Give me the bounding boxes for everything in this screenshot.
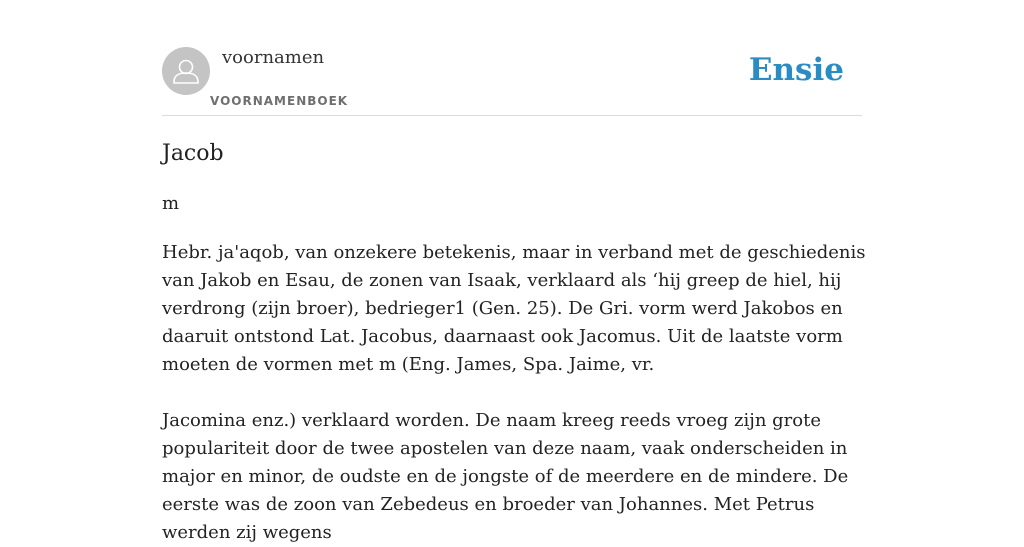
collection-link[interactable]: VOORNAMENBOEK <box>210 94 349 108</box>
article-paragraph: Hebr. ja'aqob, van onzekere betekenis, maar in verband met de geschiedenis van Jakob en Esau, de zonen van Isaak, verklaard als ‘hij greep de hiel, hij verdrong (zijn broer), bedrieger1 (Gen. 25). De Gri. vorm werd Jakobos en daaruit ontstond Lat. Jacobus, daarnaast ook Jacomus. Uit de laatste vorm moeten de vormen met m (Eng. James, Spa. Jaime, vr. <box>162 242 866 375</box>
article <box>162 138 867 547</box>
page-title: Jacob <box>162 141 224 166</box>
article-paragraph: Jacomina enz.) verklaard worden. De naam kreeg reeds vroeg zijn grote populariteit door de twee apostelen van deze naam, vaak onderscheiden in major en minor, de oudste en de jongste of de meerdere en de mindere. De eerste was de zoon van Zebedeus en broeder van Johannes. Met Petrus werden zij wegens <box>162 410 849 543</box>
user-icon <box>162 47 210 95</box>
gender-label: m <box>162 193 180 214</box>
header <box>162 0 862 116</box>
avatar[interactable] <box>162 47 210 95</box>
author-name[interactable]: voornamen <box>222 47 325 68</box>
brand-logo[interactable]: Ensie <box>748 52 844 88</box>
